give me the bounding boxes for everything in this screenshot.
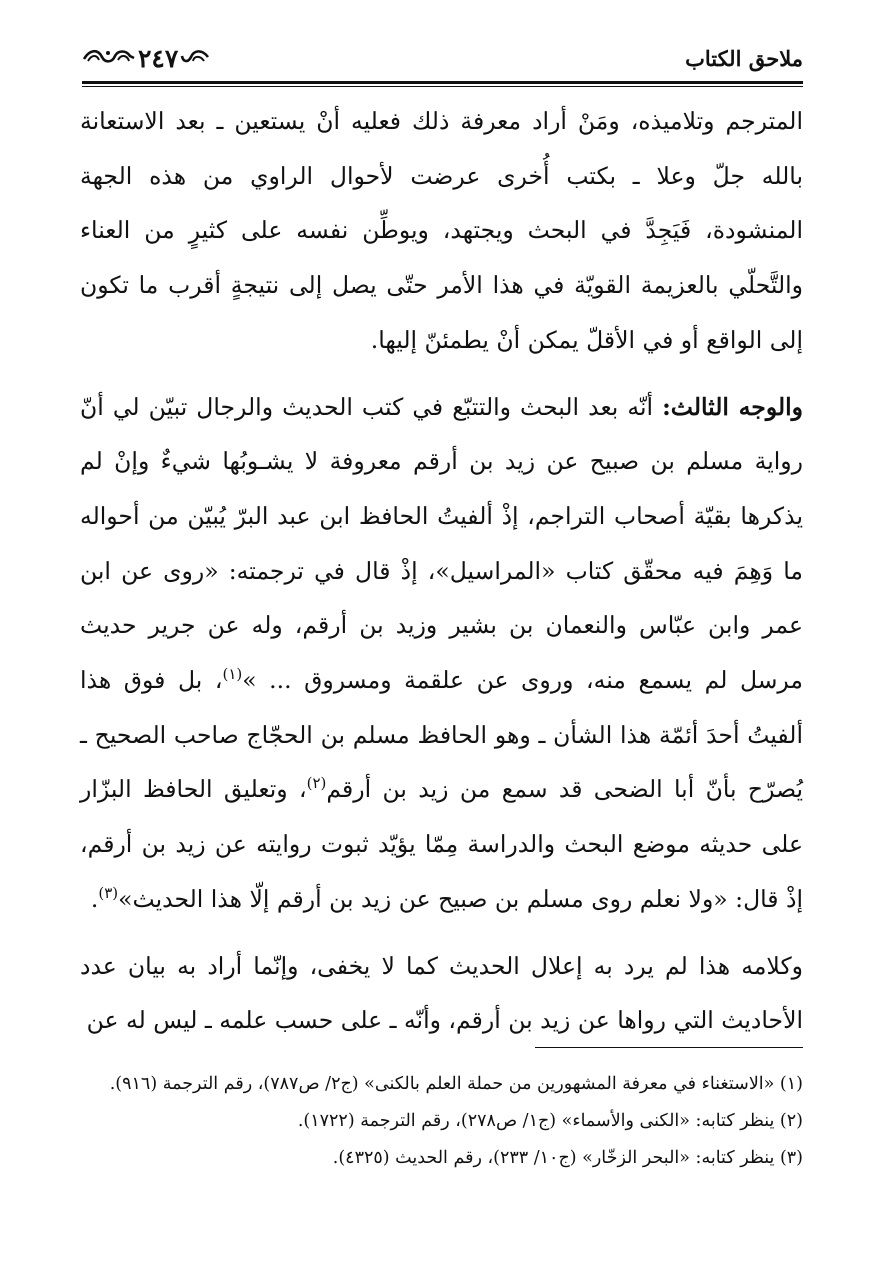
calligraphic-ornament-icon	[180, 45, 210, 71]
page-number-block	[82, 44, 210, 73]
paragraph-text: أنّه بعد البحث والتتبّع في كتب الحديث والرجال تبيّن لي أنّ رواية مسلم بن صبيح عن زيد بن أرقم معروفة لا يشـوبُها شيءٌ وإنْ لم يذكرها بقيّة أصحاب التراجم، إذْ ألفيتُ الحافظ ابن عبد البرّ يُبيّن من أحواله ما وَهِمَ فيه محقّق كتاب «المراسيل»، إذْ قال في ترجمته: «روى عن ابن عمر وابن عبّاس والنعمان بن بشير وزيد بن أرقم، وله عن جرير حديث مرسل لم يسمع منه، وروى عن علقمة ومسروق ... »	[80, 392, 803, 695]
footnote-ref-2[interactable]: (٢)	[306, 774, 327, 793]
paragraph-3: وكلامه هذا لم يرد به إعلال الحديث كما لا يخفى، وإنّما أراد به بيان عدد الأحاديث التي رواها عن زيد بن أرقم، وأنّه ـ على حسب علمه ـ ليس له عن	[80, 951, 803, 1035]
page-number: ٢٤٧	[138, 43, 179, 73]
footnote-ref-1[interactable]: (١)	[222, 665, 243, 684]
paragraph-2	[80, 380, 803, 927]
header-divider	[82, 81, 803, 84]
paragraph-text: .	[90, 884, 99, 913]
footnote-1: (١) «الاستغناء في معرفة المشهورين من حملة العلم بالكنى» (ج٢/ ص٧٨٧)، رقم الترجمة (٩١٦).	[109, 1074, 803, 1094]
footnote-2: (٢) ينظر كتابه: «الكنى والأسماء» (ج١/ ص٢٧٨)، رقم الترجمة (١٧٢٢).	[297, 1111, 803, 1131]
main-text	[80, 94, 803, 1048]
paragraph-text: ، بل فوق هذا ألفيتُ أحدَ أئمّة هذا الشأن ـ وهو الحافظ مسلم بن الحجّاج صاحب الصحيح ـ يُصرّح بأنّ أبا الضحى قد سمع من زيد بن أرقم	[80, 666, 803, 804]
running-title: ملاحق الكتاب	[685, 45, 803, 71]
paragraph-1: المترجم وتلاميذه، ومَنْ أراد معرفة ذلك فعليه أنْ يستعين ـ بعد الاستعانة بالله جلّ وعلا ـ بكتب أُخرى عرضت لأحوال الراوي من هذه الجهة المنشودة، فَيَجِدَّ في البحث ويجتهد، ويوطِّن نفسه على كثيرٍ من العناء والتَّحلّي بالعزيمة القويّة في هذا الأمر حتّى يصل إلى نتيجةٍ أقرب ما تكون إلى الواقع أو في الأقلّ يمكن أنْ يطمئنّ إليها.	[80, 107, 803, 354]
running-header	[82, 36, 803, 80]
paragraph-text: ، وتعليق الحافظ البزّار على حديثه موضع البحث والدراسة مِمّا يؤيّد ثبوت روايته عن زيد بن أرقم، إذْ قال: «ولا نعلم روى مسلم بن صبيح عن زيد بن أرقم إلّا هذا الحديث»	[80, 775, 803, 913]
footnote-ref-3[interactable]: (٣)	[98, 884, 119, 903]
calligraphic-ornament-icon	[82, 45, 136, 71]
footnote-divider	[535, 1047, 803, 1048]
paragraph-lead: والوجه الثالث:	[662, 392, 804, 421]
footnote-3: (٣) ينظر كتابه: «البحر الزخّار» (ج١٠/ ٢٣٣)، رقم الحديث (٤٣٢٥).	[332, 1148, 803, 1168]
footnotes	[80, 1066, 803, 1177]
